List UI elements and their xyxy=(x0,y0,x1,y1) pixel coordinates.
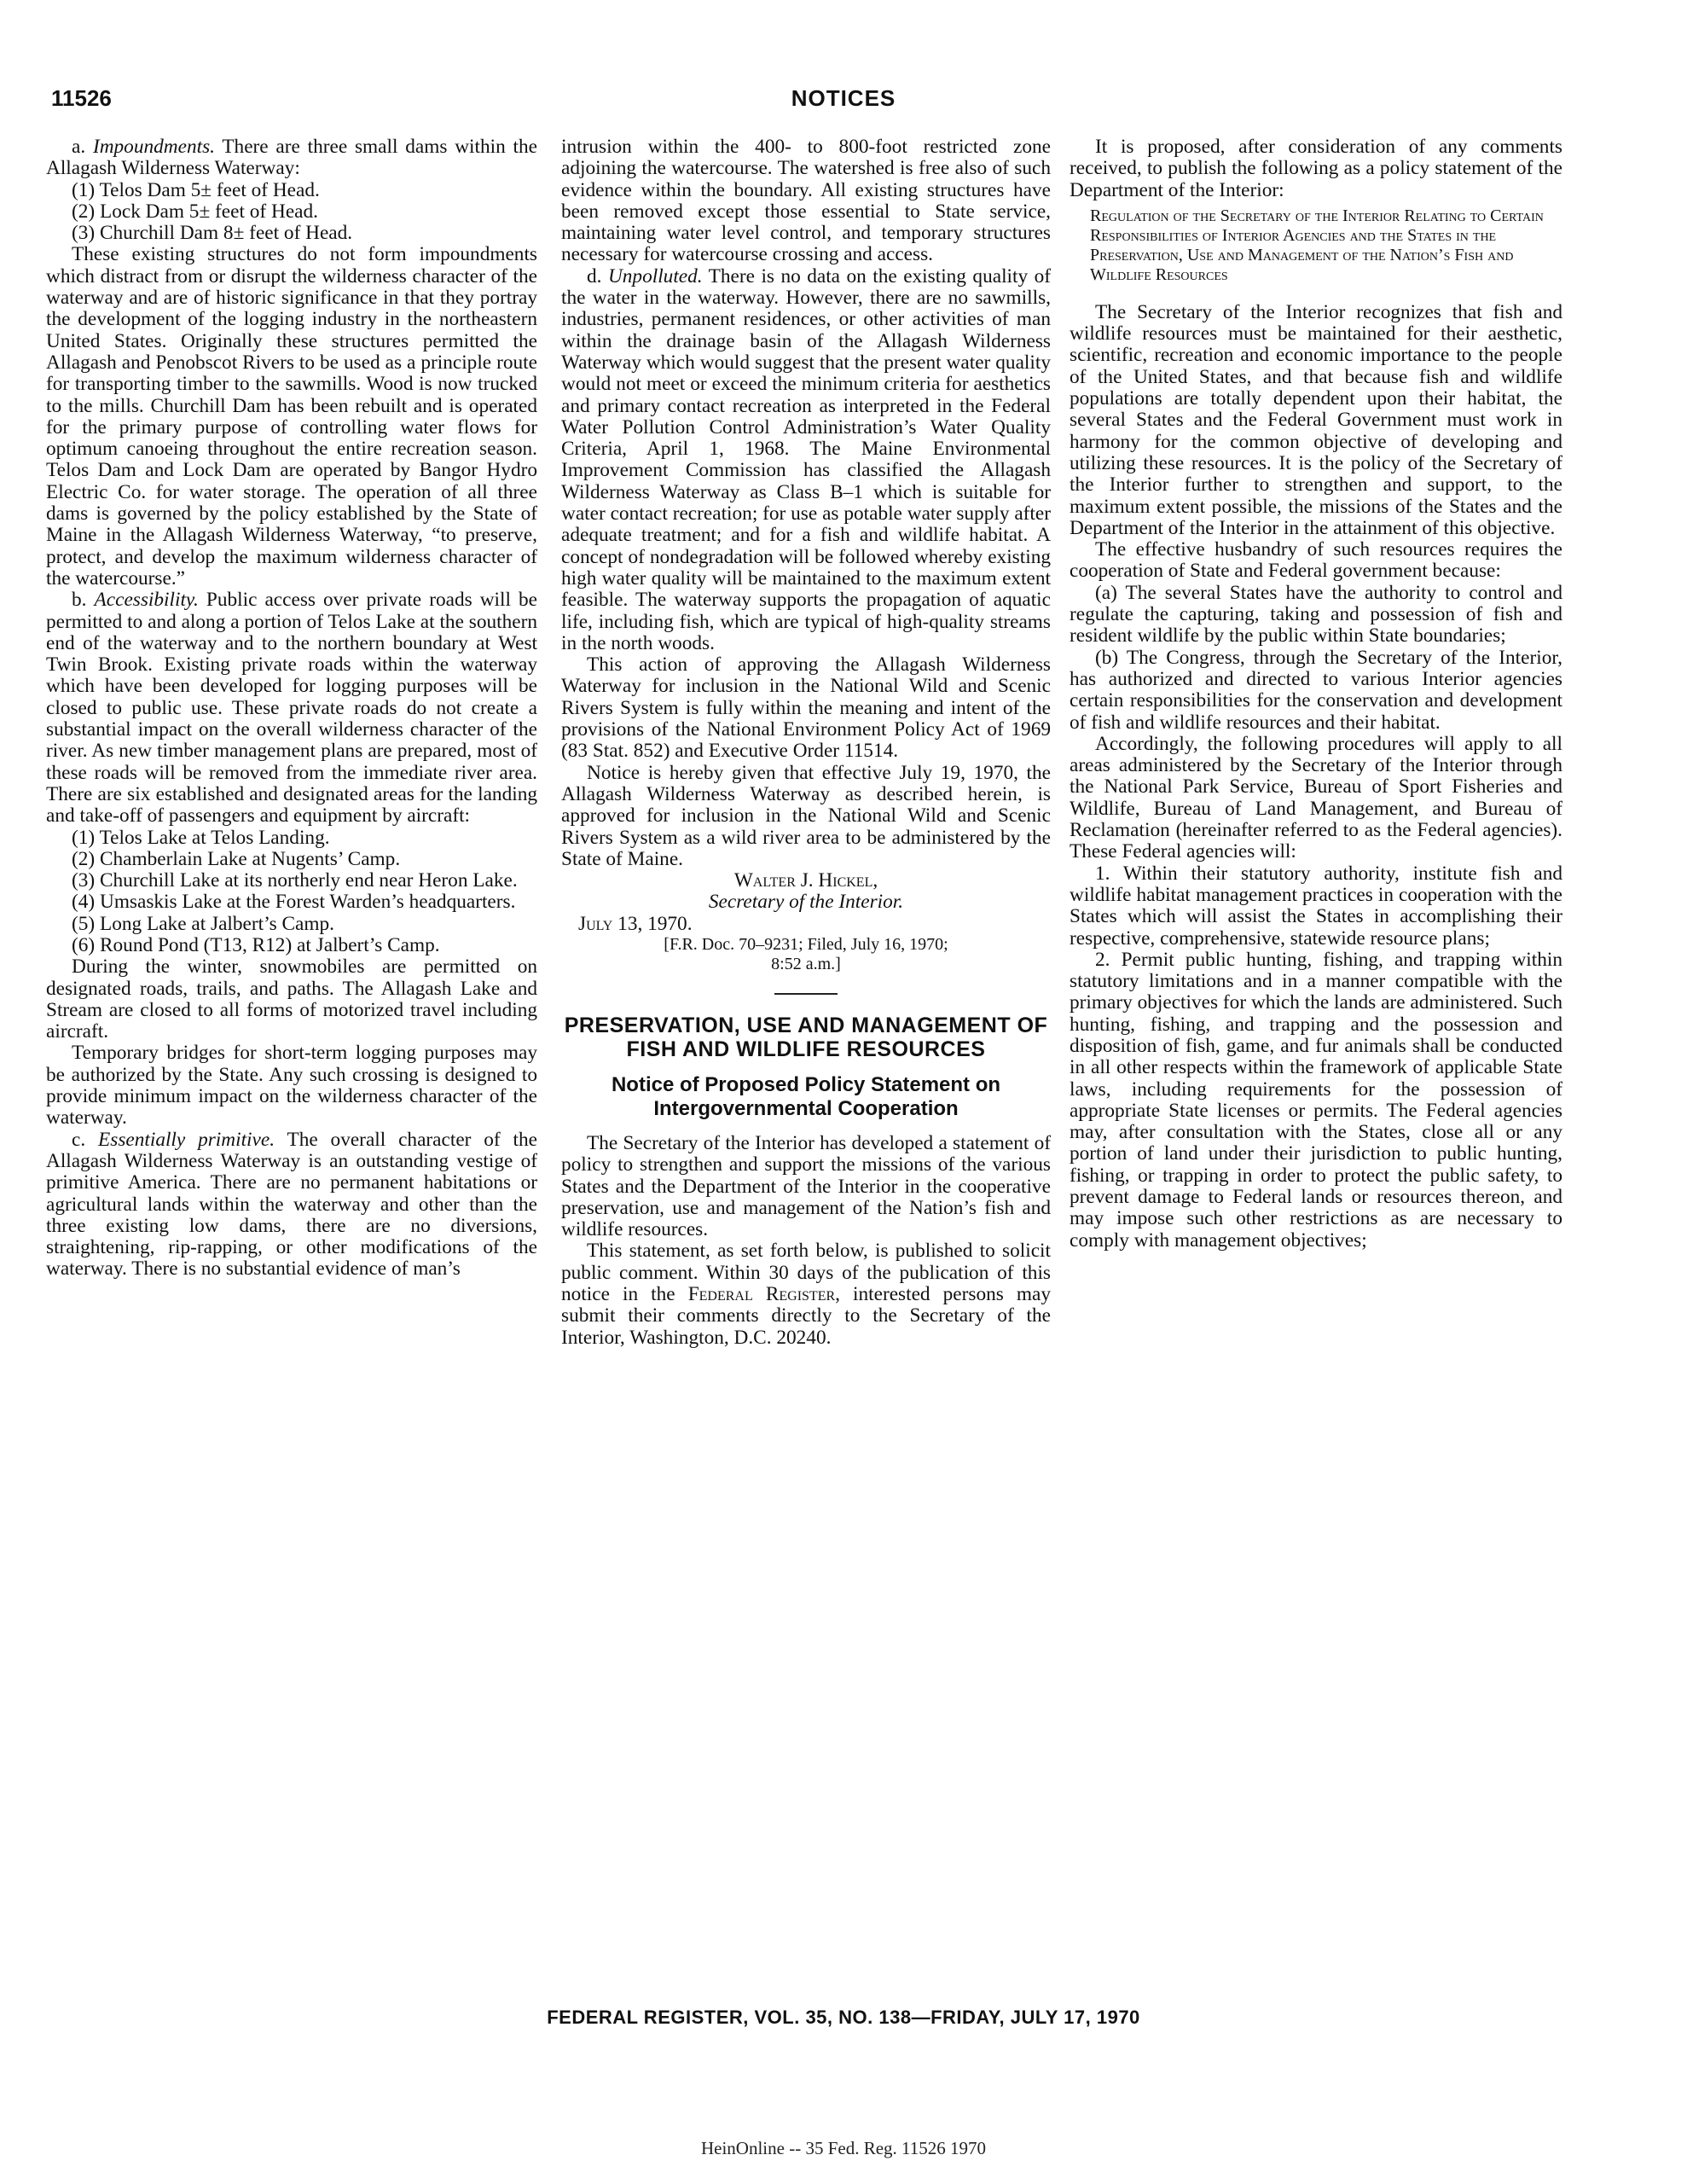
paragraph-impoundments: a. Impoundments. There are three small dams within the Allagash Wilderness Waterway: xyxy=(46,136,537,180)
page-number: 11526 xyxy=(51,85,112,111)
list-item: (3) Churchill Dam 8± feet of Head. xyxy=(72,222,353,245)
list-item: (1) Telos Lake at Telos Landing. xyxy=(72,826,330,849)
paragraph: 2. Permit public hunting, fishing, and trapping within statutory limitations and in a manner compatible with the primary objectives for which the lands are administered. Such hunting, fishing, and trapping and the possession and disposition of fish, game, and fur animals shall be conducted in all other respects within the framework of applicable State laws, including requirements for the possession of appropriate State licenses or permits. The Federal agencies may, after consultation with the States, close all or any portion of land under their jurisdiction to public hunting, fishing, or trapping in order to protect the public safety, to prevent damage to Federal lands or resources thereon, and may impose such other restrictions as are necessary to comply with management objectives; xyxy=(1070,948,1562,1252)
regulation-heading: Regulation of the Secretary of the Interior Relating to Certain Responsibilities of Interior Agencies and the States in the Preservation, Use and Management of the Nation’s Fish and Wildlife Resources xyxy=(1090,206,1544,284)
signer-name: Walter J. Hickel, xyxy=(733,869,878,892)
paragraph: The Secretary of the Interior has developed a statement of policy to strengthen and support the missions of the various States and the Department of the Interior in the cooperative preservation, use and management of the Nation’s fish and wildlife resources. xyxy=(561,1131,1051,1241)
list-item: (2) Chamberlain Lake at Nugents’ Camp. xyxy=(72,847,401,870)
page-footer: FEDERAL REGISTER, VOL. 35, NO. 138—FRIDAY, JULY 17, 1970 xyxy=(547,2007,1140,2028)
paragraph: (b) The Congress, through the Secretary of the Interior, has authorized and directed to various Interior agencies certain responsibilities for the conservation and development of fish and wildlife resources and their habitat. xyxy=(1070,646,1562,734)
section-header: NOTICES xyxy=(791,85,896,111)
list-item: (5) Long Lake at Jalbert’s Camp. xyxy=(72,912,334,935)
source-watermark: HeinOnline -- 35 Fed. Reg. 11526 1970 xyxy=(700,2138,986,2158)
paragraph: The Secretary of the Interior recognizes that fish and wildlife resources must be maintained for their aesthetic, scientific, recreation and economic importance to the people of the United States, and that because fish and wildlife populations are totally dependent upon their habitat, the several States and the Federal Government must work in harmony for the common objective of developing and utilizing these resources. It is the policy of the Secretary of the Interior further to strengthen and support, to the maximum extent possible, the missions of the States and the Department of the Interior in the attainment of this objective. xyxy=(1070,300,1562,539)
paragraph-essentially-primitive: c. Essentially primitive. The overall character of the Allagash Wilderness Waterway is an outstanding vestige of primitive America. There are no permanent habitations or agricultural lands within the waterway and other than the three existing low dams, there are no diversions, straightening, rip-rapping, or other modifications of the waterway. There is no substantial evidence of man’s xyxy=(46,1128,537,1281)
list-item: (4) Umsaskis Lake at the Forest Warden’s headquarters. xyxy=(72,891,516,914)
section-divider xyxy=(774,993,838,995)
paragraph: (a) The several States have the authority to control and regulate the capturing, taking and possession of fish and resident wildlife by the public within State boundaries; xyxy=(1070,581,1562,648)
notice-subheading: Notice of Proposed Policy Statement on Intergovernmental Cooperation xyxy=(611,1072,1001,1120)
signature-date: July 13, 1970. xyxy=(578,912,693,935)
notice-heading: PRESERVATION, USE AND MANAGEMENT OF FISH AND WILDLIFE RESOURCES xyxy=(564,1013,1048,1061)
paragraph-unpolluted: d. Unpolluted. There is no data on the existing quality of the water in the waterway. However, there are no sawmills, industries, permanent residences, or other activities of man within the drainage basin of the Allagash Wilderness Waterway which would suggest that the present water quality would not meet or exceed the minimum criteria for aesthetics and primary contact recreation as interpreted in the Federal Water Pollution Control Administration’s Water Quality Criteria, April 1, 1968. The Maine Environmental Improvement Commission has classified the Allagash Wilderness Waterway as Class B–1 which is suitable for water contact recreation; for use as potable water supply after adequate treatment; and for a fish and wildlife habitat. A concept of nondegradation will be followed whereby existing high water quality will be maintained to the maximum extent feasible. The waterway supports the propagation of aquatic life, including fish, which are typical of high-quality streams in the north woods. xyxy=(561,264,1052,654)
paragraph: The effective husbandry of such resources requires the cooperation of State and Federal government because: xyxy=(1070,538,1562,583)
list-item: (3) Churchill Lake at its northerly end near Heron Lake. xyxy=(72,869,518,892)
signer-title: Secretary of the Interior. xyxy=(708,891,904,914)
list-item: (1) Telos Dam 5± feet of Head. xyxy=(72,178,320,201)
paragraph: 1. Within their statutory authority, institute fish and wildlife habitat management practices in cooperation with the States which will assist the States in accomplishing their respective, comprehensive, statewide resource plans; xyxy=(1070,862,1562,950)
document-reference: [F.R. Doc. 70–9231; Filed, July 16, 1970; xyxy=(664,934,948,954)
paragraph: This action of approving the Allagash Wilderness Waterway for inclusion in the National Wild and Scenic Rivers System is fully within the meaning and intent of the provisions of the National Environment Policy Act of 1969 (83 Stat. 852) and Executive Order 11514. xyxy=(561,653,1051,763)
paragraph-continuation: intrusion within the 400- to 800-foot restricted zone adjoining the watercourse. The watershed is free also of such evidence within the boundary. All existing structures have been removed except those essential to State service, maintaining water level control, and temporary structures necessary for watercourse crossing and access. xyxy=(561,136,1051,266)
paragraph: Temporary bridges for short-term logging purposes may be authorized by the State. Any such crossing is designed to provide minimum impact on the wilderness character of the waterway. xyxy=(46,1042,537,1130)
paragraph: It is proposed, after consideration of any comments received, to publish the following as a policy statement of the Department of the Interior: xyxy=(1070,136,1562,201)
paragraph: These existing structures do not form impoundments which distract from or disrupt the wilderness character of the waterway and are of historic significance in that they portray the development of the logging industry in the northeastern United States. Originally these structures permitted the Allagash and Penobscot Rivers to be used as a principle route for transporting timber to the sawmills. Wood is now trucked to the mills. Churchill Dam has been rebuilt and is operated for the primary purpose of controlling water flows for optimum canoeing throughout the entire recreation season. Telos Dam and Lock Dam are operated by Bangor Hydro Electric Co. for water storage. The operation of all three dams is governed by the policy established by the State of Maine in the Allagash Wilderness Waterway, “to preserve, protect, and develop the maximum wilderness character of the watercourse.” xyxy=(46,243,537,590)
column-3 xyxy=(1070,136,1562,1252)
list-item: (2) Lock Dam 5± feet of Head. xyxy=(72,200,318,223)
column-1 xyxy=(46,136,537,1281)
paragraph: Accordingly, the following procedures will apply to all areas administered by the Secretary of the Interior through the National Park Service, Bureau of Sport Fisheries and Wildlife, Bureau of Land Management, and Bureau of Reclamation (hereinafter referred to as the Federal agencies). These Federal agencies will: xyxy=(1070,732,1562,863)
paragraph-accessibility: b. Accessibility. Public access over private roads will be permitted to and along a portion of Telos Lake at the southern end of the waterway and to the northern boundary at West Twin Brook. Existing private roads within the waterway which have been developed for logging purposes will be closed to public use. These private roads do not create a substantial impact on the overall wilderness character of the river. As new timber management plans are prepared, most of these roads will be removed from the immediate river area. There are six established and designated areas for the landing and take-off of passengers and equipment by aircraft: xyxy=(46,589,537,828)
paragraph: During the winter, snowmobiles are permitted on designated roads, trails, and paths. The Allagash Lake and Stream are closed to all forms of motorized travel including aircraft. xyxy=(46,956,537,1043)
list-item: (6) Round Pond (T13, R12) at Jalbert’s Camp. xyxy=(72,933,440,956)
document-reference-time: 8:52 a.m.] xyxy=(771,954,841,973)
paragraph: This statement, as set forth below, is published to solicit public comment. Within 30 days of the publication of this notice in the Federal Register, interested persons may submit their comments directly to the Secretary of the Interior, Washington, D.C. 20240. xyxy=(561,1240,1051,1349)
paragraph: Notice is hereby given that effective July 19, 1970, the Allagash Wilderness Waterway as described herein, is approved for inclusion in the National Wild and Scenic Rivers System as a wild river area to be administered by the State of Maine. xyxy=(561,761,1051,870)
column-2 xyxy=(561,136,1051,1349)
